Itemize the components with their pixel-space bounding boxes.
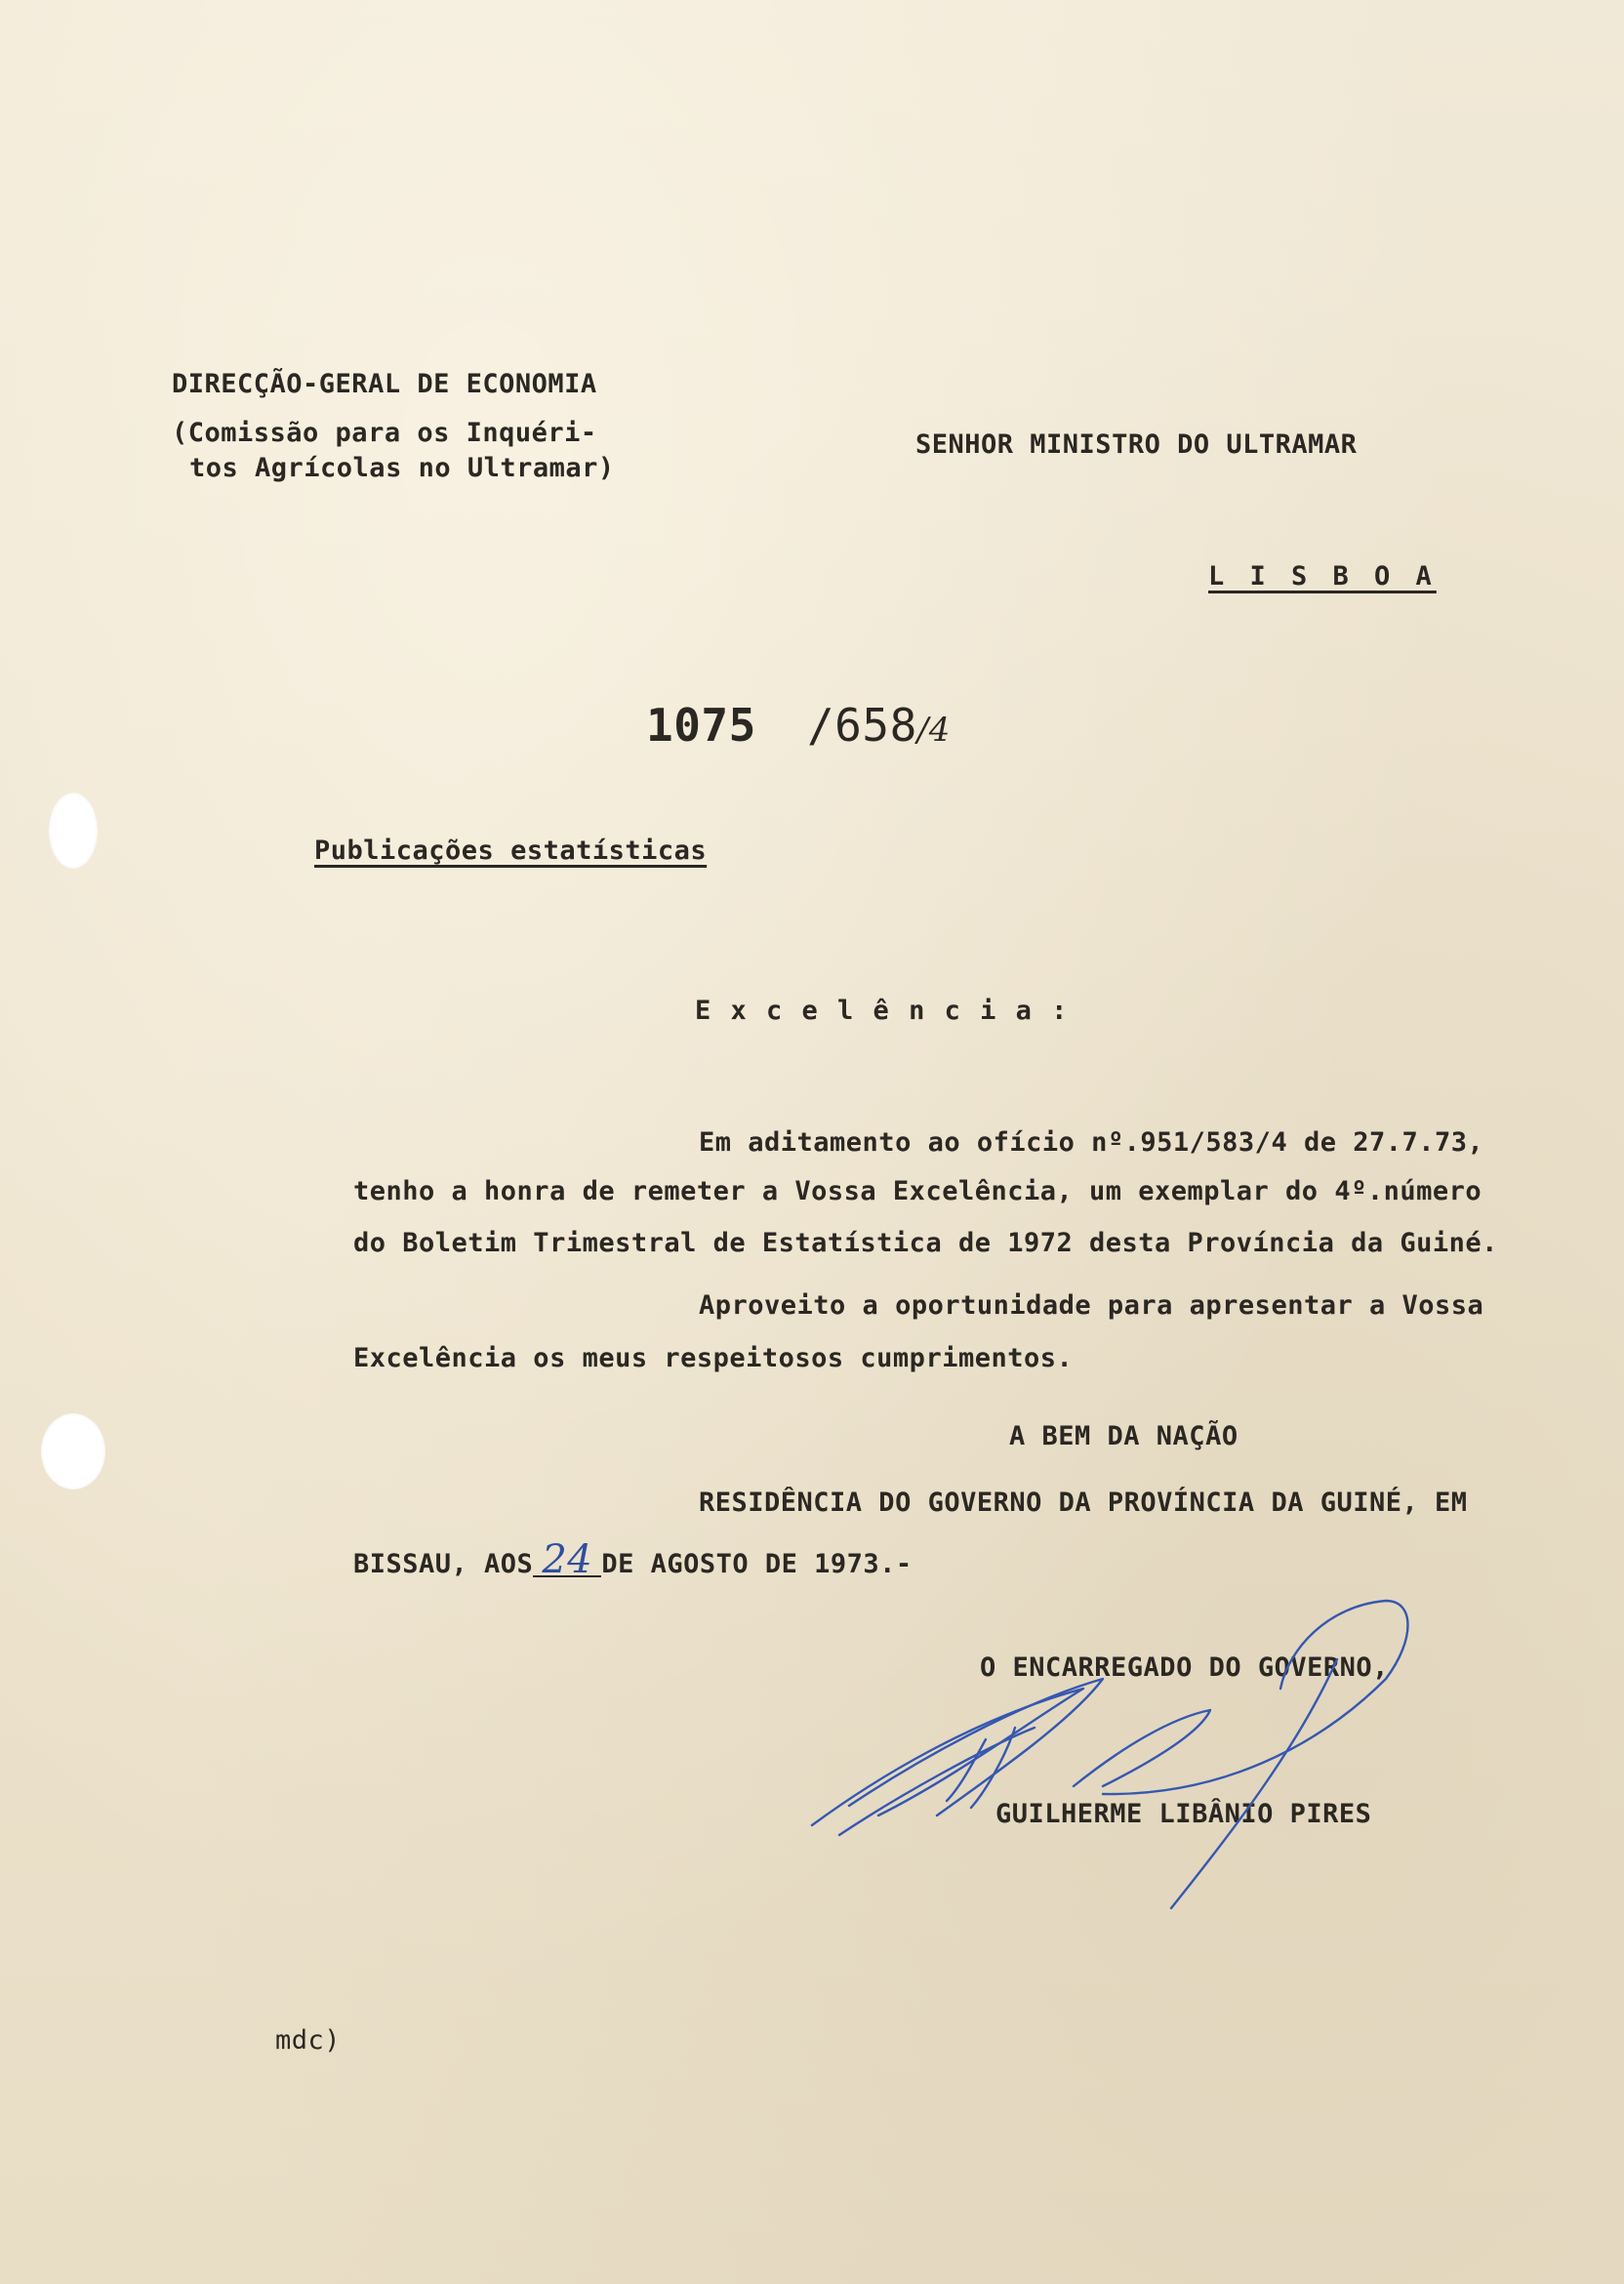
- closing-place-suffix: DE AGOSTO DE 1973.-: [601, 1549, 913, 1579]
- salutation: E x c e l ê n c i a :: [695, 996, 1070, 1026]
- reference-number: [646, 699, 951, 752]
- signature-stroke-4: [1074, 1710, 1210, 1786]
- typist-initials: mdc): [275, 2025, 342, 2056]
- body-p1-line3: do Boletim Trimestral de Estatística de 1972 desta Província da Guiné.: [353, 1228, 1498, 1258]
- signature-stroke-2: [849, 1679, 1103, 1815]
- reference-number-suffix: /658: [806, 699, 917, 752]
- reference-handwritten-suffix: /4: [916, 711, 951, 750]
- closing-place-line1: RESIDÊNCIA DO GOVERNO DA PROVÍNCIA DA GUINÉ, EM: [699, 1488, 1468, 1518]
- recipient-title: SENHOR MINISTRO DO ULTRAMAR: [915, 429, 1358, 460]
- punch-hole-top: [49, 793, 98, 869]
- closing-day-handwritten: 24: [533, 1544, 601, 1577]
- reference-number-main: 1075: [646, 699, 756, 752]
- subject-line: Publicações estatísticas: [314, 836, 708, 866]
- body-p1-line1: Em aditamento ao ofício nº.951/583/4 de 27.7.73,: [699, 1127, 1484, 1158]
- signature-stroke-6: [1171, 1659, 1337, 1908]
- sender-commission-line1: (Comissão para os Inquéri-: [172, 418, 597, 448]
- sender-department: DIRECÇÃO-GERAL DE ECONOMIA: [172, 369, 597, 399]
- closing-place-prefix: BISSAU, AOS: [353, 1549, 534, 1579]
- signatory-name: GUILHERME LIBÂNIO PIRES: [995, 1799, 1372, 1829]
- body-p1-line2: tenho a honra de remeter a Vossa Excelência, um exemplar do 4º.número: [353, 1176, 1482, 1206]
- signature-stroke-5: [1103, 1601, 1408, 1794]
- punch-hole-bottom: [41, 1413, 105, 1489]
- body-p2-line2: Excelência os meus respeitosos cumprimentos.: [353, 1343, 1074, 1373]
- sender-commission-line2: tos Agrícolas no Ultramar): [189, 453, 615, 483]
- recipient-city: L I S B O A: [1208, 561, 1437, 591]
- closing-place-line2: [353, 1537, 913, 1582]
- closing-motto: A BEM DA NAÇÃO: [1009, 1421, 1238, 1451]
- signatory-role: O ENCARREGADO DO GOVERNO,: [980, 1652, 1389, 1683]
- signature-stroke-7: [947, 1739, 986, 1801]
- body-p2-line1: Aproveito a oportunidade para apresentar a Vossa: [699, 1290, 1484, 1321]
- signature-stroke-8: [971, 1728, 1015, 1808]
